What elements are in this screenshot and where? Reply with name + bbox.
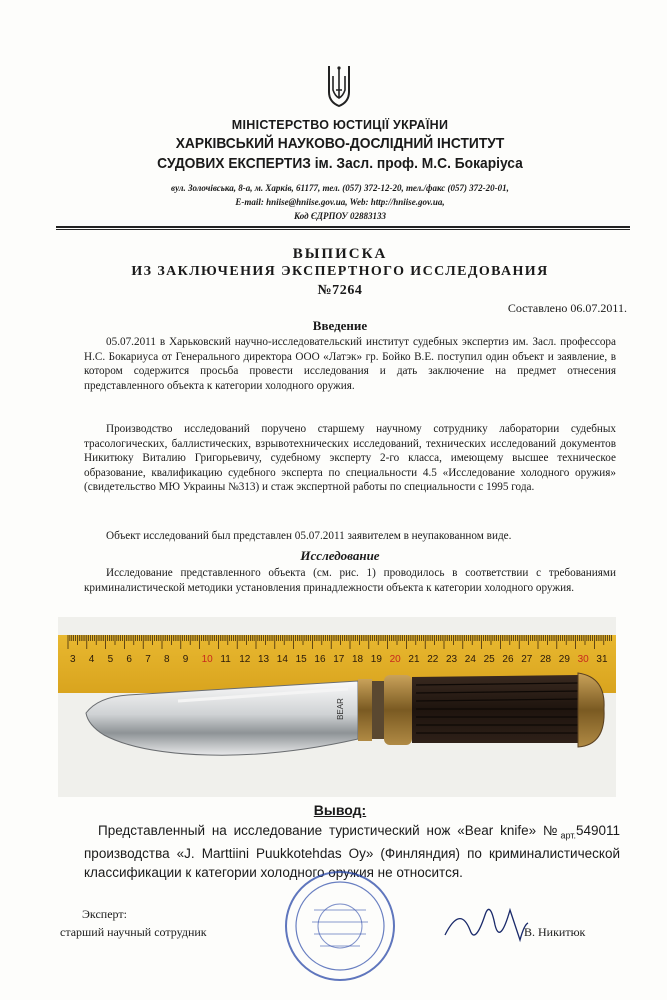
institute-name-line1: ХАРКІВСЬКИЙ НАУКОВО-ДОСЛІДНИЙ ІНСТИТУТ — [175, 135, 505, 152]
trident-emblem-icon — [326, 62, 352, 108]
ruler-number: 11 — [220, 654, 231, 665]
header-divider-thin — [56, 229, 630, 230]
header-divider — [56, 226, 630, 228]
research-paragraph: Исследование представленного объекта (см. рис. 1) проводилось в соответствии с требованиями криминалистической методики установления принадлежности объекта к категории холодного оружия. — [84, 567, 616, 594]
ruler-number: 28 — [540, 654, 552, 665]
expert-position: старший научный сотрудник — [60, 925, 207, 939]
document-title: ВЫПИСКА — [292, 246, 388, 262]
expert-label: Эксперт: — [82, 907, 127, 921]
ruler-number: 13 — [258, 654, 270, 665]
ruler-number: 10 — [201, 654, 213, 665]
ruler-number: 26 — [502, 654, 514, 665]
ruler-number: 27 — [521, 654, 533, 665]
document-number: №7264 — [317, 283, 363, 298]
conclusion-text-a: Представленный на исследование туристический нож «Bear knife» № — [98, 823, 561, 838]
ruler-number: 8 — [164, 654, 170, 665]
ruler-number: 7 — [145, 654, 151, 665]
ruler-number: 15 — [295, 654, 307, 665]
ruler-number: 22 — [427, 654, 439, 665]
institute-contacts: E-mail: hniise@hniise.gov.ua, Web: http://hniise.gov.ua, — [235, 197, 445, 207]
knife-photo — [58, 617, 616, 797]
ruler-number: 14 — [276, 654, 288, 665]
institute-edrpou: Код ЄДРПОУ 02883133 — [294, 211, 386, 221]
institute-name-line2: СУДОВИХ ЕКСПЕРТИЗ ім. Засл. проф. М.С. Бокаріуса — [157, 155, 523, 172]
ruler-number: 23 — [446, 654, 458, 665]
art-subscript: арт. — [560, 830, 576, 841]
ruler-number: 16 — [314, 654, 326, 665]
ruler-number: 19 — [370, 654, 382, 665]
handwritten-signature — [440, 895, 530, 950]
ruler-number: 18 — [352, 654, 364, 665]
ruler-number: 9 — [182, 654, 189, 665]
ruler-number: 17 — [333, 654, 345, 665]
knife-image — [58, 617, 616, 797]
ruler-number: 3 — [70, 654, 76, 665]
intro-heading: Введение — [312, 318, 368, 333]
ministry-name: МІНІСТЕРСТВО ЮСТИЦІЇ УКРАЇНИ — [231, 118, 449, 132]
official-stamp — [284, 870, 396, 982]
intro-paragraph-3: Объект исследований был представлен 05.07.2011 заявителем в неупакованном виде. — [106, 530, 512, 542]
ruler-number: 21 — [408, 654, 420, 665]
ruler-number: 30 — [577, 654, 589, 665]
ruler-number: 5 — [107, 654, 114, 665]
ruler-number: 6 — [126, 654, 132, 665]
blade-mark: BEAR — [336, 698, 345, 720]
conclusion-text-b: 549011 производства «J. Marttiini Puukkotehdas Oy» (Финляндия) по криминалистической классификации к категории холодного оружия не относится. — [84, 823, 620, 880]
ruler-number: 20 — [389, 654, 401, 665]
intro-paragraph-2: Производство исследований поручено старшему научному сотруднику лаборатории судебных трасологических, баллистических, взрывотехнических исследований, технических исследований документов Никитюку Виталию Григорьевичу, судебному эксперту 2-го класса, имеющему высшее техническое образование, квалификацию судебного эксперта по специальности 4.5 «Исследование холодного оружия» (свидетельство МЮ Украины №313) и стаж экспертной работы по специальности с 1995 года. — [84, 423, 616, 494]
research-heading: Исследование — [300, 548, 380, 563]
intro-paragraph-1: 05.07.2011 в Харьковский научно-исследовательский институт судебных экспертиз им. Засл. профессора Н.С. Бокариуса от Генерального директора ООО «Латэк» гр. Бойко В.Е. поступил один объект и заявление, в котором содержится просьба провести исследования и дать заключение на предмет отнесения представленного объекта к категории холодного оружия. — [84, 336, 616, 392]
ruler-number: 12 — [239, 654, 251, 665]
ruler-number: 29 — [558, 654, 570, 665]
expert-name: В. Никитюк — [524, 925, 586, 939]
compiled-date: Составлено 06.07.2011. — [507, 301, 627, 315]
ruler-number: 4 — [88, 654, 95, 665]
document-subtitle: ИЗ ЗАКЛЮЧЕНИЯ ЭКСПЕРТНОГО ИССЛЕДОВАНИЯ — [131, 264, 549, 279]
institute-address: вул. Золочівська, 8-а, м. Харків, 61177, тел. (057) 372-12-20, тел./факс (057) 372-20-01, — [171, 183, 509, 193]
ruler-number: 24 — [464, 654, 476, 665]
ruler-number: 31 — [596, 654, 608, 665]
ruler-number: 25 — [483, 654, 495, 665]
conclusion-heading: Вывод: — [313, 802, 367, 818]
